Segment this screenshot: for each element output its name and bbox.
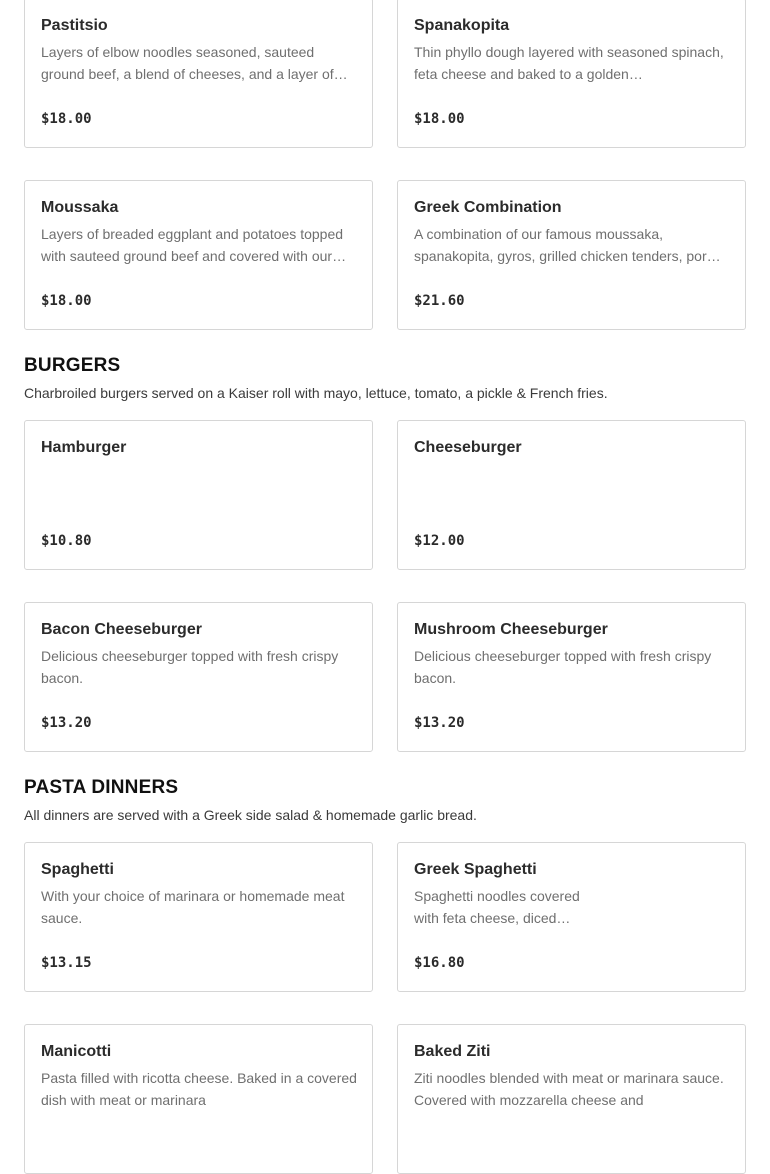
menu-item-name: Moussaka: [41, 199, 119, 216]
menu-item-card[interactable]: [24, 842, 373, 992]
menu-item-card[interactable]: [24, 602, 373, 752]
menu-item-price: $12.00: [414, 533, 465, 549]
menu-item-name: Cheeseburger: [414, 439, 522, 456]
menu-item-name: Pastitsio: [41, 17, 108, 34]
menu-item-price: $10.80: [41, 533, 92, 549]
menu-item-name: Greek Spaghetti: [414, 861, 537, 878]
menu-item-price: $13.20: [414, 715, 465, 731]
menu-item-card[interactable]: [397, 602, 746, 752]
menu-item-name: Spaghetti: [41, 861, 114, 878]
menu-item-card[interactable]: [397, 842, 746, 992]
menu-item-price: $16.80: [414, 955, 465, 971]
menu-item-name: Manicotti: [41, 1043, 112, 1060]
menu-item-description: Layers of elbow noodles seasoned, sauteed ground beef, a blend of cheeses, and a layer of…: [41, 44, 348, 82]
menu-item-price: $18.00: [41, 111, 92, 127]
menu-item-price: $13.15: [41, 955, 92, 971]
menu-item-description: A combination of our famous moussaka, spanakopita, gyros, grilled chicken tenders, por…: [414, 226, 721, 264]
menu-item-description: Delicious cheeseburger topped with fresh crispy bacon.: [41, 648, 339, 686]
menu-item-price: $18.00: [414, 111, 465, 127]
menu-item-description: Pasta filled with ricotta cheese. Baked in a covered dish with meat or marinara: [41, 1070, 357, 1108]
menu-item-card[interactable]: [397, 0, 746, 148]
menu-item-description: Thin phyllo dough layered with seasoned spinach, feta cheese and baked to a golden…: [414, 44, 724, 82]
menu-item-name: Mushroom Cheeseburger: [414, 621, 608, 638]
menu-item-card[interactable]: [24, 0, 373, 148]
menu-item-card[interactable]: [24, 420, 373, 570]
menu-item-card[interactable]: [24, 180, 373, 330]
menu-item-name: Bacon Cheeseburger: [41, 621, 202, 638]
menu-item-description: Layers of breaded eggplant and potatoes topped with sauteed ground beef and covered with our…: [41, 226, 347, 264]
menu-item-description: Spaghetti noodles covered with feta cheese, diced…: [414, 888, 580, 926]
menu-item-description: Delicious cheeseburger topped with fresh crispy bacon.: [414, 648, 712, 686]
section-description-burgers: Charbroiled burgers served on a Kaiser roll with mayo, lettuce, tomato, a pickle & French fries.: [24, 385, 608, 401]
section-description-pasta-dinners: All dinners are served with a Greek side salad & homemade garlic bread.: [24, 807, 477, 823]
menu-item-price: $13.20: [41, 715, 92, 731]
section-title-burgers: BURGERS: [24, 355, 121, 376]
menu-item-name: Greek Combination: [414, 199, 562, 216]
menu-item-card[interactable]: [24, 1024, 373, 1174]
menu-item-name: Spanakopita: [414, 17, 510, 34]
menu-item-description: Ziti noodles blended with meat or marinara sauce. Covered with mozzarella cheese and: [414, 1070, 724, 1108]
menu-item-card[interactable]: [397, 1024, 746, 1174]
menu-item-card[interactable]: [397, 180, 746, 330]
menu-item-card[interactable]: [397, 420, 746, 570]
menu-item-price: $18.00: [41, 293, 92, 309]
menu-item-price: $21.60: [414, 293, 465, 309]
menu-item-name: Hamburger: [41, 439, 127, 456]
menu-item-description: With your choice of marinara or homemade meat sauce.: [41, 888, 345, 926]
menu-item-name: Baked Ziti: [414, 1043, 491, 1060]
section-title-pasta-dinners: PASTA DINNERS: [24, 777, 179, 798]
